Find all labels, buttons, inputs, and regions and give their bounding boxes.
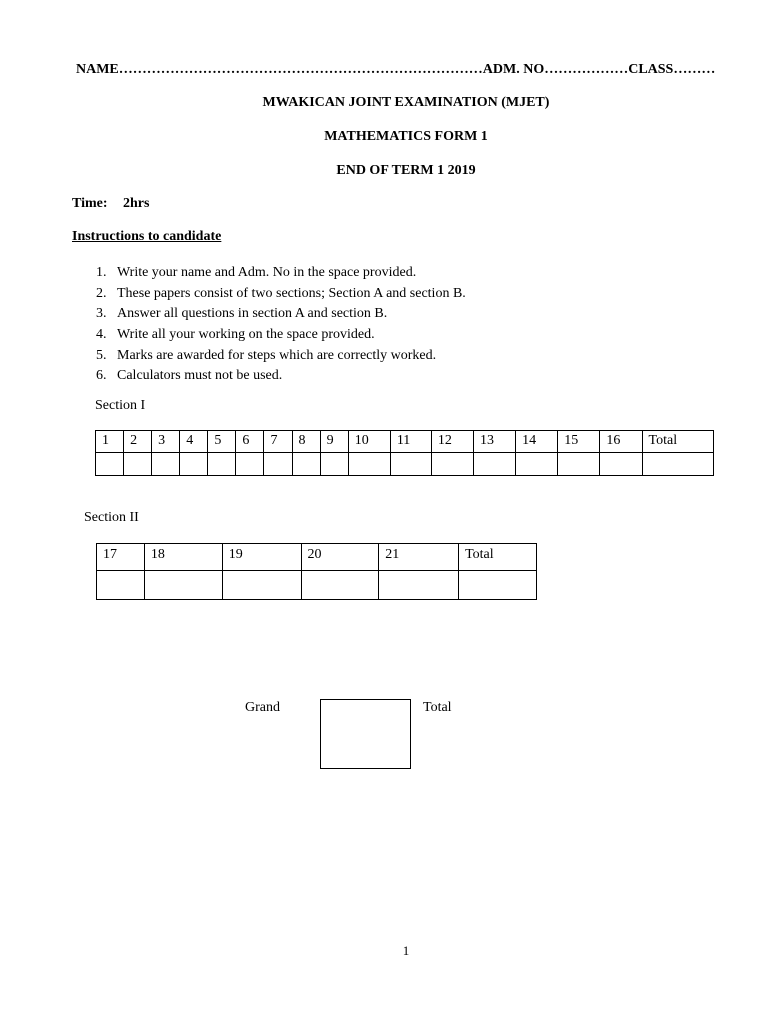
section1-score-table: [95, 430, 714, 476]
section1-score-cell[interactable]: [96, 453, 124, 476]
instruction-number: 4.: [96, 327, 107, 343]
section2-header-cell: 18: [144, 544, 222, 571]
section1-header-cell: 11: [390, 431, 431, 453]
section1-header-row: [96, 431, 714, 453]
section1-header-cell: 7: [264, 431, 292, 453]
instructions-heading: Instructions to candidate: [72, 229, 222, 244]
section1-score-row: [96, 453, 714, 476]
instruction-text: Answer all questions in section A and section B.: [117, 306, 388, 322]
instruction-item: [96, 346, 466, 367]
section1-score-cell[interactable]: [516, 453, 558, 476]
section1-score-cell[interactable]: [292, 453, 320, 476]
section1-score-cell[interactable]: [431, 453, 473, 476]
section1-header-cell: 16: [600, 431, 642, 453]
page-number: 1: [402, 943, 410, 958]
student-details-line: NAME……………………………………………………………………ADM. NO………………CLASS………: [76, 62, 716, 77]
instruction-item: [96, 263, 466, 284]
section1-score-cell[interactable]: [558, 453, 600, 476]
instruction-item: [96, 366, 466, 387]
instruction-text: Marks are awarded for steps which are correctly worked.: [117, 347, 437, 363]
grand-total-label: Total: [423, 700, 452, 715]
section1-score-cell[interactable]: [600, 453, 642, 476]
section1-score-cell[interactable]: [474, 453, 516, 476]
section1-score-cell[interactable]: [152, 453, 180, 476]
section2-score-cell[interactable]: [144, 571, 222, 600]
section1-header-cell: 5: [208, 431, 236, 453]
section1-header-cell: 10: [348, 431, 390, 453]
section2-score-cell[interactable]: [97, 571, 145, 600]
instruction-number: 5.: [96, 347, 107, 363]
section1-header-cell: 9: [320, 431, 348, 453]
section1-total-cell[interactable]: [642, 453, 713, 476]
section1-header-cell: Total: [642, 431, 713, 453]
section1-header-cell: 12: [431, 431, 473, 453]
section2-header-cell: 17: [97, 544, 145, 571]
instruction-number: 3.: [96, 306, 107, 322]
section1-header-cell: 1: [96, 431, 124, 453]
instruction-item: [96, 284, 466, 305]
section2-score-cell[interactable]: [301, 571, 379, 600]
section2-header-row: [97, 544, 537, 571]
instruction-text: Write your name and Adm. No in the space provided.: [117, 265, 417, 280]
section1-score-cell[interactable]: [320, 453, 348, 476]
section1-score-cell[interactable]: [264, 453, 292, 476]
section2-score-row: [97, 571, 537, 600]
grand-label: Grand: [245, 700, 280, 715]
term-title: END OF TERM 1 2019: [336, 163, 476, 178]
section1-header-cell: 6: [236, 431, 264, 453]
section1-score-cell[interactable]: [348, 453, 390, 476]
section1-score-cell[interactable]: [180, 453, 208, 476]
instruction-number: 2.: [96, 285, 107, 301]
section1-header-cell: 15: [558, 431, 600, 453]
section2-score-cell[interactable]: [222, 571, 301, 600]
section1-score-cell[interactable]: [124, 453, 152, 476]
section1-header-cell: 13: [474, 431, 516, 453]
time-value: 2hrs: [123, 196, 150, 211]
section2-header-cell: 21: [379, 544, 459, 571]
section1-header-cell: 14: [516, 431, 558, 453]
instruction-item: [96, 325, 466, 346]
section1-header-cell: 3: [152, 431, 180, 453]
grand-total-box[interactable]: [320, 699, 411, 769]
section2-header-cell: Total: [459, 544, 537, 571]
instruction-text: These papers consist of two sections; Section A and section B.: [117, 285, 466, 301]
section2-total-cell[interactable]: [459, 571, 537, 600]
section1-score-cell[interactable]: [208, 453, 236, 476]
time-label: Time:: [72, 196, 108, 211]
instruction-item: [96, 304, 466, 325]
exam-title: MWAKICAN JOINT EXAMINATION (MJET): [262, 95, 550, 110]
instruction-number: 1.: [96, 265, 107, 280]
instruction-text: Calculators must not be used.: [117, 368, 283, 384]
section1-score-cell[interactable]: [390, 453, 431, 476]
section2-header-cell: 19: [222, 544, 301, 571]
instruction-text: Write all your working on the space provided.: [117, 327, 375, 343]
section1-label: Section I: [95, 398, 146, 413]
section2-score-cell[interactable]: [379, 571, 459, 600]
section2-label: Section II: [84, 510, 139, 525]
section1-header-cell: 4: [180, 431, 208, 453]
subject-title: MATHEMATICS FORM 1: [324, 129, 488, 144]
section1-header-cell: 8: [292, 431, 320, 453]
section2-header-cell: 20: [301, 544, 379, 571]
section2-score-table: [96, 543, 537, 600]
instruction-number: 6.: [96, 368, 107, 384]
section1-header-cell: 2: [124, 431, 152, 453]
section1-score-cell[interactable]: [236, 453, 264, 476]
instruction-list: [96, 263, 466, 387]
